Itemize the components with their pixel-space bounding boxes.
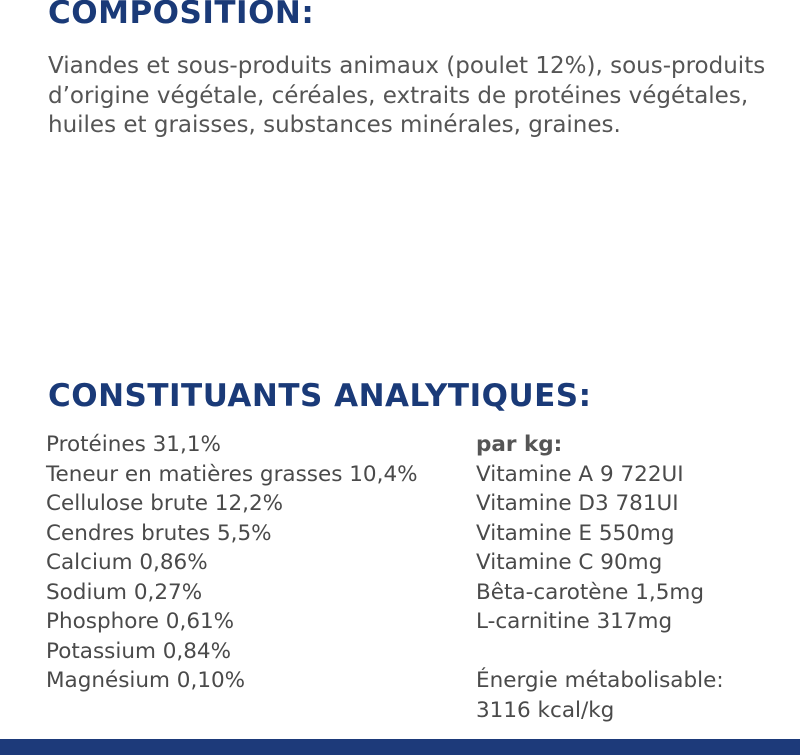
additive-item: Vitamine A 9 722UI: [476, 461, 684, 487]
composition-text: Viandes et sous-produits animaux (poulet 12%), sous-produits d’origine végétale, céréales, extraits de protéines végétales, huiles et graisses, substances minérales, graines.: [48, 53, 766, 138]
constituent-item: Phosphore 0,61%: [46, 609, 235, 634]
additive-item: Vitamine D3 781UI: [476, 491, 679, 516]
list-spacer: [476, 637, 796, 667]
constituent-item: Cellulose brute 12,2%: [46, 491, 284, 516]
energy-label: Énergie métabolisable:: [476, 668, 724, 693]
constituent-item: Cendres brutes 5,5%: [46, 520, 272, 546]
constituent-item: Teneur en matières grasses 10,4%: [46, 461, 418, 487]
additive-item: Vitamine C 90mg: [476, 550, 663, 575]
constituent-item: Potassium 0,84%: [46, 638, 232, 664]
bottom-brand-band: [0, 739, 800, 755]
energy-value: 3116 kcal/kg: [476, 697, 615, 723]
composition-heading: COMPOSITION:: [48, 0, 315, 31]
additive-item: Bêta-carotène 1,5mg: [476, 579, 704, 605]
constituent-item: Sodium 0,27%: [46, 579, 203, 605]
constituents-list: [46, 430, 476, 696]
analytical-constituents-heading: CONSTITUANTS ANALYTIQUES:: [48, 378, 592, 414]
constituent-item: Magnésium 0,10%: [46, 668, 246, 693]
constituent-item: Protéines 31,1%: [46, 432, 221, 457]
constituent-item: Calcium 0,86%: [46, 550, 208, 575]
per-kg-label: par kg:: [476, 432, 563, 457]
additive-item: Vitamine E 550mg: [476, 520, 675, 546]
additives-list: [476, 430, 796, 725]
additive-item: L-carnitine 317mg: [476, 609, 673, 634]
